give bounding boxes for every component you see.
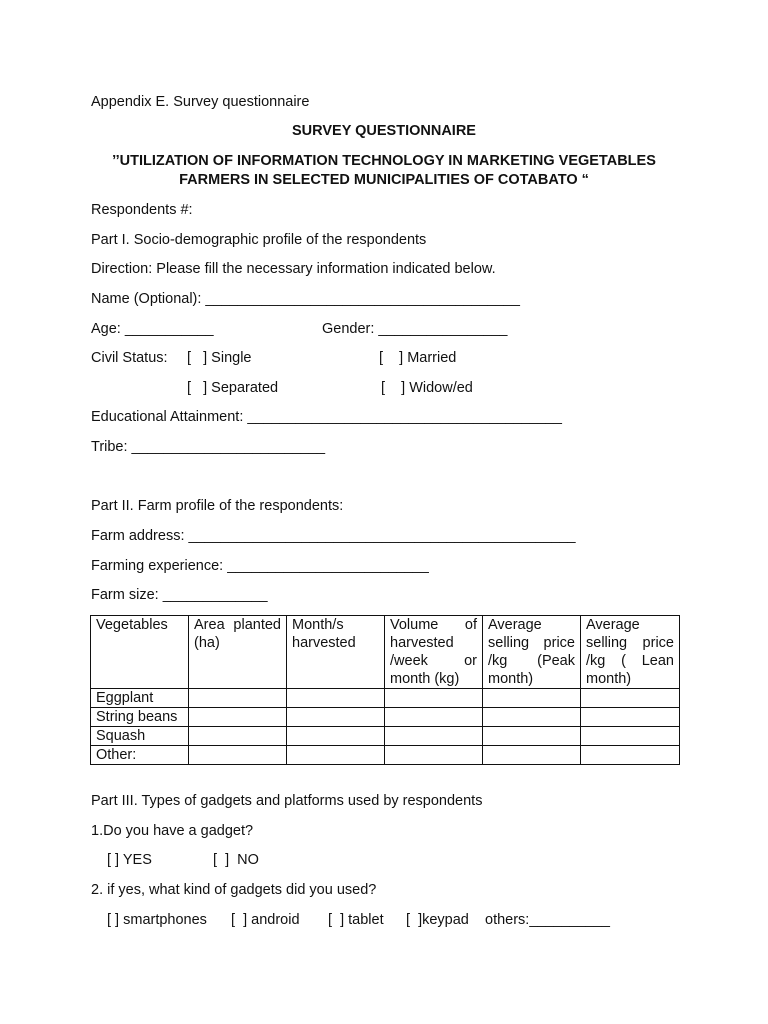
table-cell [189,746,287,765]
q1-option-no: [ ] NO [213,852,259,868]
table-cell [483,746,581,765]
table-cell [385,746,483,765]
table-cell [483,689,581,708]
header-months-harvested: Month/s harvested [287,616,385,689]
name-field: Name (Optional): _______________________________________ [91,291,520,307]
row-label-eggplant: Eggplant [91,689,189,708]
table-cell [385,689,483,708]
farming-experience-field: Farming experience: _________________________ [91,558,429,574]
civil-status-widow: [ ] Widow/ed [381,380,473,396]
table-cell [287,727,385,746]
table-cell [483,708,581,727]
farm-size-field: Farm size: _____________ [91,587,268,603]
age-field: Age: ___________ [91,321,214,337]
civil-status-single: [ ] Single [187,350,252,366]
gender-field: Gender: ________________ [322,321,508,337]
table-row [91,689,680,708]
q2-option-smartphones: [ ] smartphones [107,912,207,928]
part1-direction: Direction: Please fill the necessary information indicated below. [91,261,496,277]
table-row [91,727,680,746]
table-cell [385,708,483,727]
header-price-peak: Average selling price /kg (Peak month) [483,616,581,689]
civil-status-married: [ ] Married [379,350,457,366]
farm-address-field: Farm address: ________________________________________________ [91,528,576,544]
farm-profile-table [90,615,680,765]
q2-option-tablet: [ ] tablet [328,912,384,928]
table-cell [189,689,287,708]
appendix-label: Appendix E. Survey questionnaire [91,94,310,110]
header-area-planted: Area planted (ha) [189,616,287,689]
header-vegetables: Vegetables [91,616,189,689]
question-1: 1.Do you have a gadget? [91,823,254,839]
table-row [91,708,680,727]
table-cell [287,708,385,727]
table-row [91,746,680,765]
question-2: 2. if yes, what kind of gadgets did you used? [91,882,377,898]
survey-title-line2: FARMERS IN SELECTED MUNICIPALITIES OF COTABATO “ [179,172,589,188]
table-cell [581,727,680,746]
table-cell [189,708,287,727]
survey-heading: SURVEY QUESTIONNAIRE [292,123,476,139]
table-cell [581,708,680,727]
row-label-string-beans: String beans [91,708,189,727]
part2-heading: Part II. Farm profile of the respondents: [91,498,344,514]
row-label-squash: Squash [91,727,189,746]
q2-option-keypad: [ ]keypad [406,912,469,928]
survey-title-line1: ’’UTILIZATION OF INFORMATION TECHNOLOGY IN MARKETING VEGETABLES [112,153,656,169]
table-cell [483,727,581,746]
header-price-lean: Average selling price /kg ( Lean month) [581,616,680,689]
respondents-number: Respondents #: [91,202,193,218]
row-label-other: Other: [91,746,189,765]
table-cell [385,727,483,746]
table-cell [287,746,385,765]
table-header-row [91,616,680,689]
header-volume-harvested: Volume of harvested /week or month (kg) [385,616,483,689]
table-cell [581,746,680,765]
table-cell [581,689,680,708]
tribe-field: Tribe: ________________________ [91,439,326,455]
part3-heading: Part III. Types of gadgets and platforms used by respondents [91,793,483,809]
part1-heading: Part I. Socio-demographic profile of the respondents [91,232,427,248]
q2-option-others: others:__________ [485,912,610,928]
educational-attainment-field: Educational Attainment: _______________________________________ [91,409,562,425]
civil-status-label: Civil Status: [91,350,168,366]
civil-status-separated: [ ] Separated [187,380,279,396]
table-cell [189,727,287,746]
q1-option-yes: [ ] YES [107,852,152,868]
q2-option-android: [ ] android [231,912,300,928]
table-cell [287,689,385,708]
